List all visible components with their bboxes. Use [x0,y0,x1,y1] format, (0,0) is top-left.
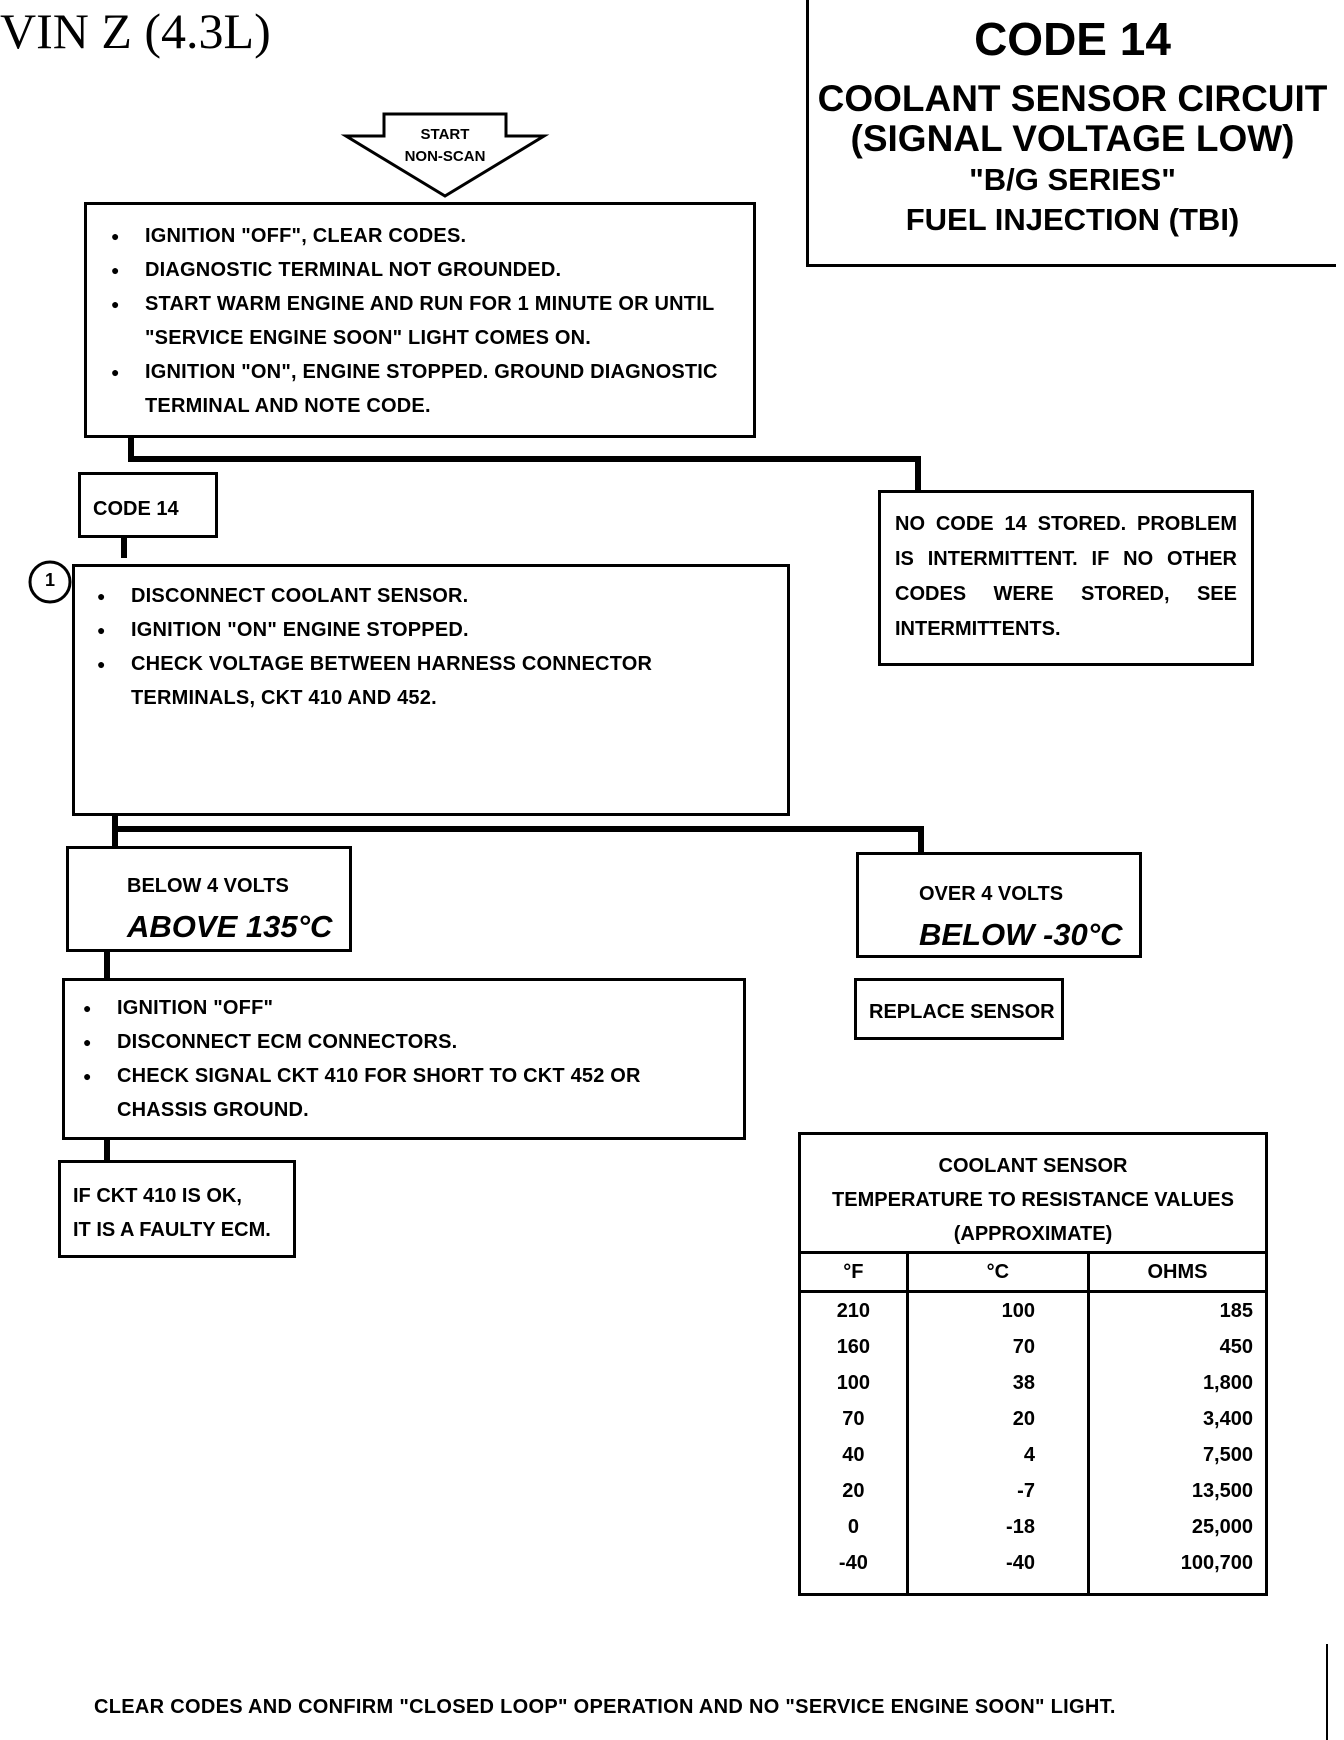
table-title-line-2: TEMPERATURE TO RESISTANCE VALUES [832,1189,1234,1211]
table-title-line-3: (APPROXIMATE) [953,1223,1113,1245]
cell-c: 38 [907,1365,1088,1401]
step1-box [72,564,790,816]
connector-line [104,1140,110,1162]
table-row [801,1365,1265,1401]
below-volts-temp: ABOVE 135°C [127,909,333,944]
below-volts-label: BELOW 4 VOLTS [127,875,289,897]
resistance-table [801,1251,1265,1593]
table-title-line-1: COOLANT SENSOR [938,1155,1128,1177]
ecm-steps-list [75,991,731,1127]
header-fahrenheit: °F [801,1253,907,1292]
no-code-box [878,490,1254,666]
faulty-ecm-line-1: IF CKT 410 IS OK, [73,1185,242,1207]
cell-f: -40 [801,1545,907,1581]
over-4-volts-box [856,852,1142,958]
list-item: ● IGNITION "OFF", CLEAR CODES. [145,219,741,253]
table-row [801,1401,1265,1437]
code14-branch-box [78,472,218,538]
connector-line [918,826,924,854]
cell-c: 4 [907,1437,1088,1473]
initial-steps-list [99,219,741,423]
margin-line [1326,1644,1328,1740]
connector-line [112,816,118,848]
list-item: ● IGNITION "OFF" [117,991,731,1025]
title-line-2: (SIGNAL VOLTAGE LOW) [850,118,1295,159]
step-number: 1 [44,570,55,590]
list-item: ● DISCONNECT COOLANT SENSOR. [131,579,775,613]
connector-line [112,826,924,832]
table-row [801,1329,1265,1365]
vin-heading: VIN Z (4.3L) [0,3,271,59]
start-label [340,124,550,168]
cell-f: 20 [801,1473,907,1509]
connector-line [128,456,921,462]
over-volts-label: OVER 4 VOLTS [919,883,1064,905]
list-item: ● CHECK SIGNAL CKT 410 FOR SHORT TO CKT 452 OR CHASSIS GROUND. [117,1059,731,1127]
table-row-spacer [801,1581,1265,1593]
cell-ohms: 1,800 [1202,1371,1253,1394]
list-item: ● IGNITION "ON", ENGINE STOPPED. GROUND DIAGNOSTIC TERMINAL AND NOTE CODE. [145,355,741,423]
cell-f: 40 [801,1437,907,1473]
list-item: ● DISCONNECT ECM CONNECTORS. [117,1025,731,1059]
cell-c: 100 [907,1292,1088,1330]
connector-line [128,438,134,458]
cell-f: 160 [801,1329,907,1365]
system-label: FUEL INJECTION (TBI) [905,202,1240,237]
table-row [801,1545,1265,1581]
no-code-text: NO CODE 14 STORED. PROBLEM IS INTERMITTENT. IF NO OTHER CODES WERE STORED, SEE INTERMITTENTS. [895,513,1237,640]
table-header-row [801,1253,1265,1292]
cell-c: -7 [907,1473,1088,1509]
code-title-panel [806,0,1336,267]
title-line-1: COOLANT SENSOR CIRCUIT [817,78,1328,119]
faulty-ecm-box [58,1160,296,1258]
code14-branch-label: CODE 14 [93,498,179,520]
cell-ohms: 185 [1219,1299,1253,1322]
start-line-1: START [420,126,470,143]
table-row [801,1292,1265,1330]
cell-c: -18 [907,1509,1088,1545]
connector-line [104,952,110,980]
cell-f: 70 [801,1401,907,1437]
cell-f: 0 [801,1509,907,1545]
cell-c: -40 [907,1545,1088,1581]
table-row [801,1473,1265,1509]
cell-ohms: 7,500 [1202,1443,1253,1466]
series-label: "B/G SERIES" [969,162,1176,197]
list-item: ● IGNITION "ON" ENGINE STOPPED. [131,613,775,647]
list-item: ● CHECK VOLTAGE BETWEEN HARNESS CONNECTOR TERMINALS, CKT 410 AND 452. [131,647,775,715]
faulty-ecm-line-2: IT IS A FAULTY ECM. [73,1219,271,1241]
cell-ohms: 25,000 [1191,1515,1253,1538]
resistance-table-box [798,1132,1268,1596]
step1-list [85,579,775,715]
table-title [801,1135,1265,1251]
ecm-steps-box [62,978,746,1140]
below-4-volts-box [66,846,352,952]
table-row [801,1437,1265,1473]
start-line-2: NON-SCAN [404,148,486,165]
cell-ohms: 450 [1219,1335,1253,1358]
header-ohms: OHMS [1088,1253,1265,1292]
connector-line [121,538,127,558]
header-celsius: °C [907,1253,1088,1292]
cell-ohms: 3,400 [1202,1407,1253,1430]
code-number: CODE 14 [974,13,1171,65]
replace-sensor-box [854,978,1064,1040]
cell-c: 20 [907,1401,1088,1437]
footer-instruction: CLEAR CODES AND CONFIRM "CLOSED LOOP" OPERATION AND NO "SERVICE ENGINE SOON" LIGHT. [94,1696,1116,1718]
cell-f: 210 [801,1292,907,1330]
list-item: ● START WARM ENGINE AND RUN FOR 1 MINUTE OR UNTIL "SERVICE ENGINE SOON" LIGHT COMES ON. [145,287,741,355]
connector-line [915,456,921,492]
over-volts-temp: BELOW -30°C [919,917,1123,952]
initial-steps-box [84,202,756,438]
cell-c: 70 [907,1329,1088,1365]
cell-ohms: 100,700 [1180,1551,1253,1574]
table-row [801,1509,1265,1545]
cell-ohms: 13,500 [1191,1479,1253,1502]
replace-sensor-label: REPLACE SENSOR [869,1001,1055,1023]
cell-f: 100 [801,1365,907,1401]
list-item: ● DIAGNOSTIC TERMINAL NOT GROUNDED. [145,253,741,287]
